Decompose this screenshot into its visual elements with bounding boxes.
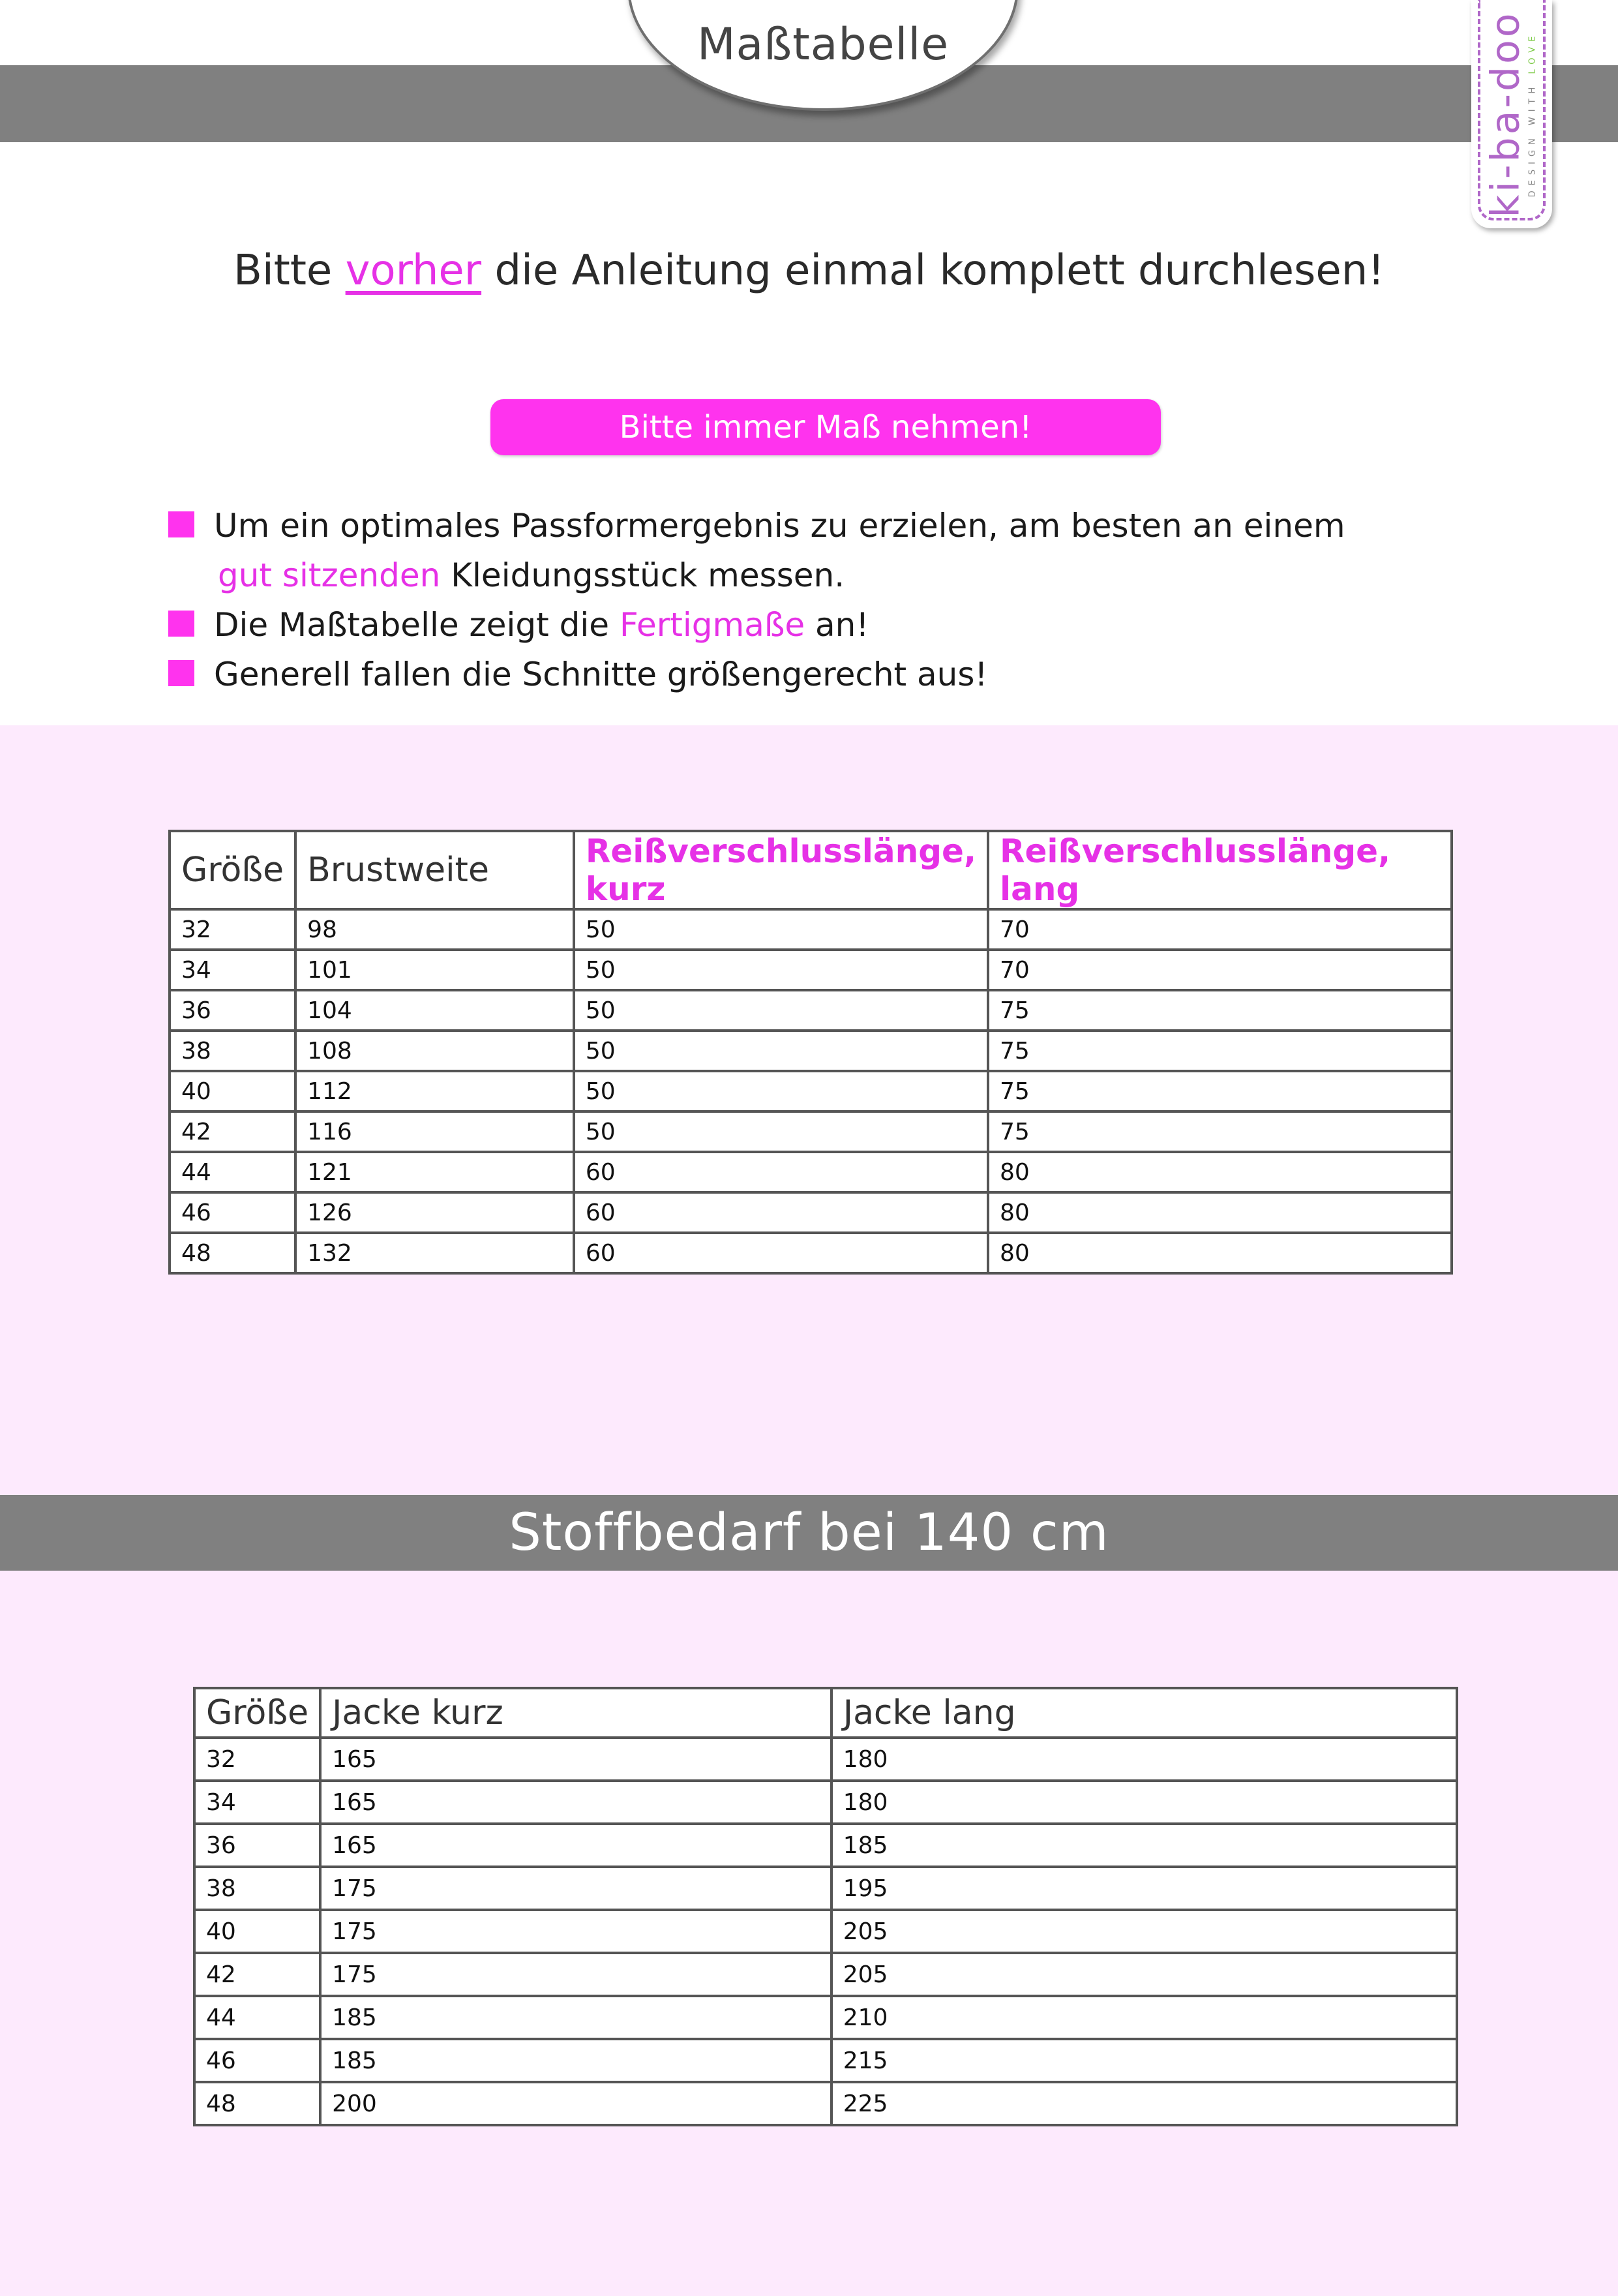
logo-text [1482,10,1538,218]
table-row: 40 112 50 75 [170,1071,1452,1111]
brand-logo [1471,0,1552,228]
bullet-item: Um ein optimales Passformergebnis zu erzielen, am besten an einem gut sitzenden Kleidungsstück messen. [168,501,1440,600]
table-row: 42 116 50 75 [170,1111,1452,1152]
notice-banner: Bitte immer Maß nehmen! [490,399,1161,455]
logo-name: ki-ba-doo [1482,10,1529,218]
table-row: 46 126 60 80 [170,1192,1452,1233]
bullet-item: Generell fallen die Schnitte größengerecht aus! [168,650,1440,699]
intro-text: Bitte vorher die Anleitung einmal komplett durchlesen! [233,247,1385,295]
table-row: 36 165 185 [194,1824,1457,1867]
table-row: 42 175 205 [194,1953,1457,1996]
table-row: 38 108 50 75 [170,1031,1452,1071]
header-size: Größe [194,1688,320,1738]
table-row: 34 165 180 [194,1781,1457,1824]
bullet-list [168,501,1440,699]
fabric-table [193,1687,1458,2126]
table-row: 48 132 60 80 [170,1233,1452,1273]
table-row: 34 101 50 70 [170,950,1452,990]
table-row: 32 98 50 70 [170,909,1452,950]
header-zipper-short: Reißverschlusslänge, kurz [574,831,988,909]
header-jacket-short: Jacke kurz [320,1688,831,1738]
size-table [168,830,1453,1275]
header-size: Größe [170,831,295,909]
header-zipper-long: Reißverschlusslänge, lang [988,831,1452,909]
table-row: 48 200 225 [194,2082,1457,2125]
bullet-square-icon [168,611,194,637]
bullet-square-icon [168,511,194,537]
table-row: 38 175 195 [194,1867,1457,1910]
table-row: 40 175 205 [194,1910,1457,1953]
header-jacket-long: Jacke lang [831,1688,1457,1738]
page-title: Maßtabelle [697,19,950,70]
table-row: 46 185 215 [194,2039,1457,2082]
table-row: 44 121 60 80 [170,1152,1452,1192]
table-header-row [170,831,1452,909]
table-row: 36 104 50 75 [170,990,1452,1031]
logo-tagline: DESIGN WITH LOVE [1527,31,1538,198]
bullet-item: Die Maßtabelle zeigt die Fertigmaße an! [168,600,1440,650]
bullet-square-icon [168,660,194,686]
header-chest: Brustweite [295,831,574,909]
table-header-row [194,1688,1457,1738]
fabric-section-title: Stoffbedarf bei 140 cm [0,1495,1618,1571]
table-row: 32 165 180 [194,1738,1457,1781]
intro-highlight: vorher [345,247,482,295]
table-row: 44 185 210 [194,1996,1457,2039]
